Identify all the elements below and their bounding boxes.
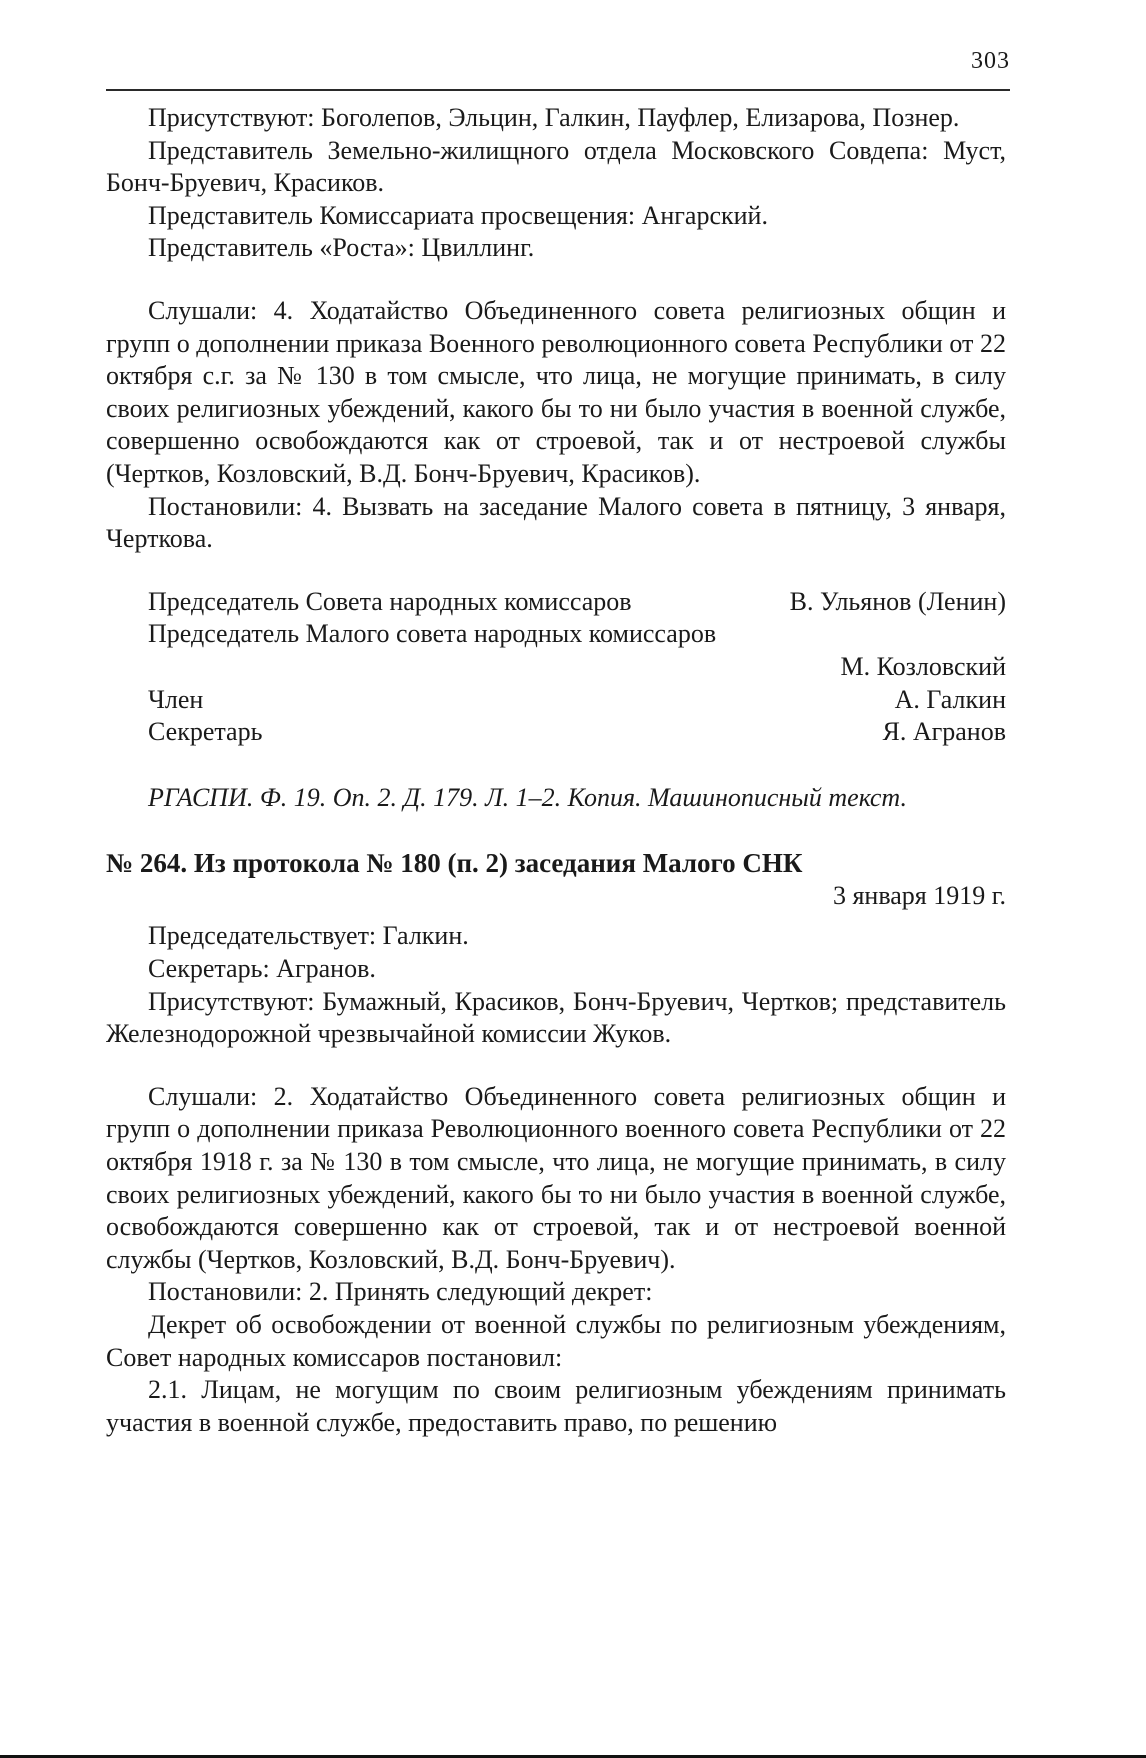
page-number: 303	[971, 48, 1010, 74]
signature-name: А. Галкин	[894, 684, 1006, 714]
land-department-representatives: Представитель Земельно-жилищного отдела Московского Совдепа: Муст, Бонч-Бруевич, Красиков.	[106, 135, 1006, 198]
signature-label: Секретарь	[148, 717, 263, 747]
attendees-paragraph: Присутствуют: Бумажный, Красиков, Бонч-Бруевич, Чертков; представитель Железнодорожной чрезвычайной комиссии Жуков.	[106, 986, 1006, 1049]
document-date: 3 января 1919 г.	[832, 880, 1006, 910]
heard-paragraph: Слушали: 4. Ходатайство Объединенного совета религиозных общин и групп о дополнении приказа Военного революционного совета Республики от 22 октября с.г. за № 130 в том смысле, что лица, не могущие принимать, в силу своих религиозных убеждений, какого бы то ни было участия в военной службе, совершенно освобождаются как от строевой, так и от нестроевой службы (Чертков, Козловский, В.Д. Бонч-Бруевич, Красиков).	[106, 295, 1006, 488]
rosta-representative: Представитель «Роста»: Цвиллинг.	[148, 233, 535, 263]
resolved-paragraph: Постановили: 4. Вызвать на заседание Малого совета в пятницу, 3 января, Черткова.	[106, 491, 1006, 554]
document-title: № 264. Из протокола № 180 (п. 2) заседания Малого СНК	[106, 848, 803, 879]
education-commissariat-representative: Представитель Комиссариата просвещения: Ангарский.	[148, 200, 768, 230]
heard-paragraph: Слушали: 2. Ходатайство Объединенного совета религиозных общин и групп о дополнении приказа Революционного военного совета Республики от 22 октября 1918 г. за № 130 в том смысле, что лица, не могущие принимать, в силу своих религиозных убеждений, какого бы то ни было участия в военной службе, освобождаются совершенно как от строевой, так и от нестроевой военной службы (Чертков, Козловский, В.Д. Бонч-Бруевич).	[106, 1081, 1006, 1274]
resolved-paragraph: Постановили: 2. Принять следующий декрет:	[148, 1277, 653, 1307]
signature-name: М. Козловский	[840, 651, 1006, 681]
secretary-line: Секретарь: Агранов.	[148, 954, 376, 984]
attendees-paragraph: Присутствуют: Боголепов, Эльцин, Галкин, Пауфлер, Елизарова, Познер.	[148, 103, 960, 132]
archive-source-reference: РГАСПИ. Ф. 19. Оп. 2. Д. 179. Л. 1–2. Копия. Машинописный текст.	[148, 782, 908, 812]
signature-label: Председатель Малого совета народных комиссаров	[148, 619, 717, 649]
signature-secretary	[106, 716, 1006, 749]
decree-clause-paragraph: 2.1. Лицам, не могущим по своим религиозным убеждениям принимать участия в военной службе, предоставить право, по решению	[106, 1375, 1006, 1437]
signature-label: Член	[148, 684, 204, 714]
decree-paragraph: Декрет об освобождении от военной службы по религиозным убеждениям, Совет народных комиссаров постановил:	[106, 1310, 1006, 1372]
chaired-by: Председательствует: Галкин.	[148, 921, 469, 951]
signature-chair-snk	[106, 586, 1006, 619]
signature-name: В. Ульянов (Ленин)	[789, 586, 1006, 616]
signature-member	[106, 684, 1006, 717]
signature-chair-small-council	[106, 618, 1006, 651]
page-content	[106, 102, 1006, 1439]
signature-label: Председатель Совета народных комиссаров	[148, 586, 632, 616]
header-rule	[106, 89, 1010, 91]
signature-name: Я. Агранов	[882, 717, 1006, 747]
